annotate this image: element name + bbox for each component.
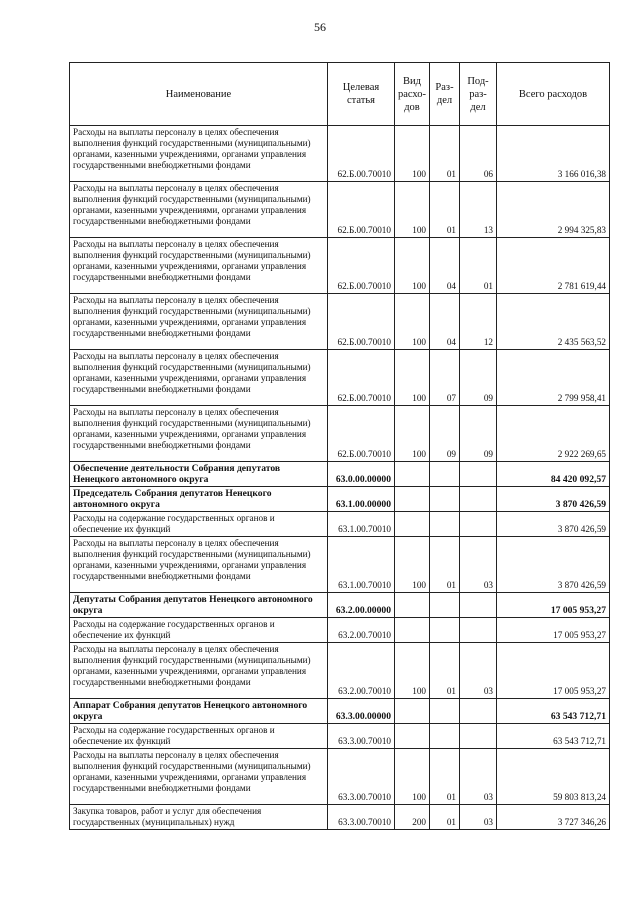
cell-type bbox=[395, 462, 430, 487]
cell-type: 100 bbox=[395, 643, 430, 699]
cell-section: 01 bbox=[430, 126, 460, 182]
cell-type: 100 bbox=[395, 294, 430, 350]
cell-target: 63.2.00.00000 bbox=[328, 593, 395, 618]
cell-type bbox=[395, 593, 430, 618]
table-row bbox=[70, 182, 610, 238]
cell-total: 17 005 953,27 bbox=[497, 593, 610, 618]
cell-section bbox=[430, 512, 460, 537]
table-row bbox=[70, 238, 610, 294]
cell-total: 63 543 712,71 bbox=[497, 724, 610, 749]
cell-total: 2 799 958,41 bbox=[497, 350, 610, 406]
cell-total: 2 435 563,52 bbox=[497, 294, 610, 350]
cell-target: 63.1.00.00000 bbox=[328, 487, 395, 512]
cell-target: 63.2.00.70010 bbox=[328, 643, 395, 699]
cell-section bbox=[430, 618, 460, 643]
cell-type bbox=[395, 512, 430, 537]
cell-section bbox=[430, 462, 460, 487]
cell-total: 3 870 426,59 bbox=[497, 512, 610, 537]
cell-section: 04 bbox=[430, 294, 460, 350]
cell-subsection: 06 bbox=[460, 126, 497, 182]
cell-total: 3 166 016,38 bbox=[497, 126, 610, 182]
cell-type: 100 bbox=[395, 350, 430, 406]
header-section: Раз-дел bbox=[430, 63, 460, 126]
cell-target: 63.0.00.00000 bbox=[328, 462, 395, 487]
cell-type: 200 bbox=[395, 805, 430, 830]
cell-subsection: 09 bbox=[460, 350, 497, 406]
cell-section: 01 bbox=[430, 749, 460, 805]
cell-subsection: 03 bbox=[460, 749, 497, 805]
cell-name: Аппарат Собрания депутатов Ненецкого автономного округа bbox=[70, 699, 328, 724]
header-subsection: Под-раз-дел bbox=[460, 63, 497, 126]
header-name: Наименование bbox=[70, 63, 328, 126]
table-row bbox=[70, 350, 610, 406]
cell-type: 100 bbox=[395, 238, 430, 294]
cell-subsection bbox=[460, 724, 497, 749]
cell-section bbox=[430, 699, 460, 724]
cell-target: 63.1.00.70010 bbox=[328, 512, 395, 537]
cell-total: 59 803 813,24 bbox=[497, 749, 610, 805]
cell-name: Председатель Собрания депутатов Ненецкого автономного округа bbox=[70, 487, 328, 512]
cell-name: Расходы на выплаты персоналу в целях обеспечения выполнения функций государственными (муниципальными) органами, казенными учреждениями, органами управления государственными внебюджетными фондами bbox=[70, 294, 328, 350]
cell-subsection: 03 bbox=[460, 537, 497, 593]
cell-target: 63.2.00.70010 bbox=[328, 618, 395, 643]
table-row bbox=[70, 294, 610, 350]
cell-target: 63.3.00.70010 bbox=[328, 749, 395, 805]
cell-total: 84 420 092,57 bbox=[497, 462, 610, 487]
cell-subsection: 12 bbox=[460, 294, 497, 350]
page-number: 56 bbox=[314, 20, 326, 34]
table-row bbox=[70, 487, 610, 512]
cell-target: 62.Б.00.70010 bbox=[328, 406, 395, 462]
cell-total: 2 922 269,65 bbox=[497, 406, 610, 462]
table-row bbox=[70, 699, 610, 724]
cell-subsection: 13 bbox=[460, 182, 497, 238]
cell-section: 01 bbox=[430, 182, 460, 238]
cell-type bbox=[395, 724, 430, 749]
cell-section bbox=[430, 593, 460, 618]
cell-total: 3 870 426,59 bbox=[497, 487, 610, 512]
cell-subsection bbox=[460, 487, 497, 512]
cell-target: 63.1.00.70010 bbox=[328, 537, 395, 593]
table-row bbox=[70, 805, 610, 830]
cell-subsection bbox=[460, 618, 497, 643]
cell-name: Расходы на выплаты персоналу в целях обеспечения выполнения функций государственными (муниципальными) органами, казенными учреждениями, органами управления государственными внебюджетными фондами bbox=[70, 643, 328, 699]
cell-target: 62.Б.00.70010 bbox=[328, 126, 395, 182]
cell-subsection: 09 bbox=[460, 406, 497, 462]
cell-subsection bbox=[460, 462, 497, 487]
cell-subsection: 03 bbox=[460, 643, 497, 699]
header-target: Целевая статья bbox=[328, 63, 395, 126]
cell-name: Расходы на выплаты персоналу в целях обеспечения выполнения функций государственными (муниципальными) органами, казенными учреждениями, органами управления государственными внебюджетными фондами bbox=[70, 537, 328, 593]
table-row bbox=[70, 749, 610, 805]
header-type: Вид расхо-дов bbox=[395, 63, 430, 126]
cell-name: Расходы на содержание государственных органов и обеспечение их функций bbox=[70, 724, 328, 749]
cell-name: Расходы на выплаты персоналу в целях обеспечения выполнения функций государственными (муниципальными) органами, казенными учреждениями, органами управления государственными внебюджетными фондами bbox=[70, 238, 328, 294]
cell-target: 63.3.00.70010 bbox=[328, 724, 395, 749]
table-row bbox=[70, 406, 610, 462]
cell-subsection bbox=[460, 512, 497, 537]
cell-type: 100 bbox=[395, 406, 430, 462]
cell-section: 09 bbox=[430, 406, 460, 462]
cell-name: Расходы на содержание государственных органов и обеспечение их функций bbox=[70, 512, 328, 537]
cell-section: 01 bbox=[430, 805, 460, 830]
cell-target: 63.3.00.70010 bbox=[328, 805, 395, 830]
table-header-row bbox=[70, 63, 610, 126]
cell-total: 17 005 953,27 bbox=[497, 643, 610, 699]
table-row bbox=[70, 724, 610, 749]
cell-subsection: 03 bbox=[460, 805, 497, 830]
cell-section bbox=[430, 487, 460, 512]
cell-name: Расходы на выплаты персоналу в целях обеспечения выполнения функций государственными (муниципальными) органами, казенными учреждениями, органами управления государственными внебюджетными фондами bbox=[70, 126, 328, 182]
cell-target: 63.3.00.00000 bbox=[328, 699, 395, 724]
cell-name: Расходы на выплаты персоналу в целях обеспечения выполнения функций государственными (муниципальными) органами, казенными учреждениями, органами управления государственными внебюджетными фондами bbox=[70, 350, 328, 406]
cell-total: 2 994 325,83 bbox=[497, 182, 610, 238]
table-row bbox=[70, 593, 610, 618]
table-row bbox=[70, 126, 610, 182]
cell-target: 62.Б.00.70010 bbox=[328, 350, 395, 406]
cell-type: 100 bbox=[395, 126, 430, 182]
cell-total: 3 870 426,59 bbox=[497, 537, 610, 593]
cell-subsection bbox=[460, 699, 497, 724]
cell-section: 04 bbox=[430, 238, 460, 294]
cell-type: 100 bbox=[395, 182, 430, 238]
expenditure-table bbox=[69, 62, 610, 830]
cell-type bbox=[395, 618, 430, 643]
header-total: Всего расходов bbox=[497, 63, 610, 126]
cell-name: Депутаты Собрания депутатов Ненецкого автономного округа bbox=[70, 593, 328, 618]
cell-section bbox=[430, 724, 460, 749]
cell-type: 100 bbox=[395, 749, 430, 805]
cell-type bbox=[395, 699, 430, 724]
cell-name: Расходы на выплаты персоналу в целях обеспечения выполнения функций государственными (муниципальными) органами, казенными учреждениями, органами управления государственными внебюджетными фондами bbox=[70, 749, 328, 805]
cell-target: 62.Б.00.70010 bbox=[328, 294, 395, 350]
table-row bbox=[70, 643, 610, 699]
cell-name: Закупка товаров, работ и услуг для обеспечения государственных (муниципальных) нужд bbox=[70, 805, 328, 830]
cell-name: Расходы на выплаты персоналу в целях обеспечения выполнения функций государственными (муниципальными) органами, казенными учреждениями, органами управления государственными внебюджетными фондами bbox=[70, 182, 328, 238]
cell-target: 62.Б.00.70010 bbox=[328, 238, 395, 294]
table-row bbox=[70, 537, 610, 593]
cell-name: Обеспечение деятельности Собрания депутатов Ненецкого автономного округа bbox=[70, 462, 328, 487]
cell-section: 01 bbox=[430, 643, 460, 699]
cell-total: 3 727 346,26 bbox=[497, 805, 610, 830]
cell-section: 01 bbox=[430, 537, 460, 593]
cell-subsection bbox=[460, 593, 497, 618]
cell-target: 62.Б.00.70010 bbox=[328, 182, 395, 238]
cell-section: 07 bbox=[430, 350, 460, 406]
cell-total: 63 543 712,71 bbox=[497, 699, 610, 724]
table-row bbox=[70, 512, 610, 537]
cell-name: Расходы на выплаты персоналу в целях обеспечения выполнения функций государственными (муниципальными) органами, казенными учреждениями, органами управления государственными внебюджетными фондами bbox=[70, 406, 328, 462]
cell-total: 2 781 619,44 bbox=[497, 238, 610, 294]
cell-subsection: 01 bbox=[460, 238, 497, 294]
cell-name: Расходы на содержание государственных органов и обеспечение их функций bbox=[70, 618, 328, 643]
table-row bbox=[70, 462, 610, 487]
table-row bbox=[70, 618, 610, 643]
cell-total: 17 005 953,27 bbox=[497, 618, 610, 643]
cell-type: 100 bbox=[395, 537, 430, 593]
cell-type bbox=[395, 487, 430, 512]
